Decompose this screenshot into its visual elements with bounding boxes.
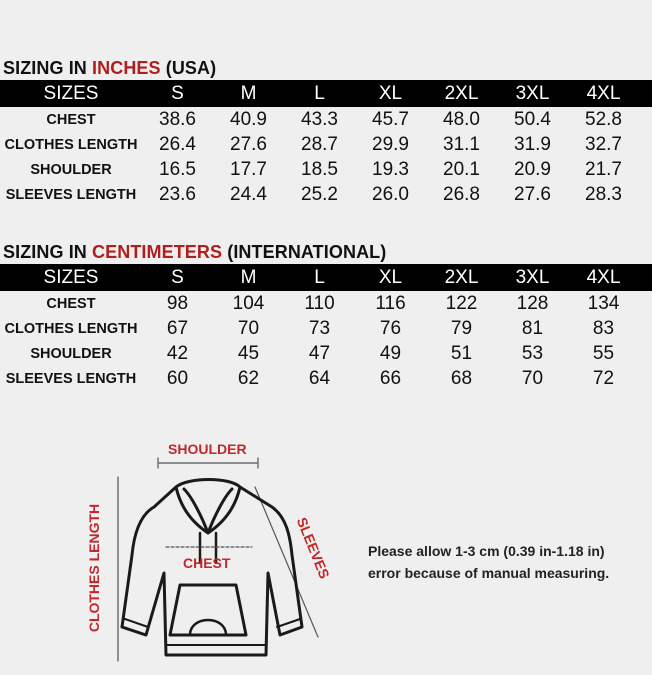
table-cell: 122: [445, 292, 478, 314]
pocket-opening: [190, 620, 226, 635]
row-label: SLEEVES LENGTH: [5, 370, 137, 387]
size-header: L: [314, 266, 325, 288]
hoodie-hood-inner: [184, 489, 232, 533]
table-row: [0, 316, 652, 341]
clothes-length-label: CLOTHES LENGTH: [86, 503, 103, 633]
size-header: 4XL: [586, 266, 621, 288]
table-cell: 20.1: [443, 158, 480, 180]
table-cell: 134: [587, 292, 620, 314]
table-cell: 40.9: [230, 108, 267, 130]
inches-title: SIZING IN INCHES (USA): [3, 58, 217, 78]
table-cell: 128: [516, 292, 549, 314]
size-header: 3XL: [515, 266, 550, 288]
table-row: [0, 341, 652, 366]
inches-table: [0, 58, 652, 207]
table-cell: 55: [592, 342, 615, 364]
table-cell: 98: [166, 292, 189, 314]
table-cell: 16.5: [159, 158, 196, 180]
hoodie-cuff: [125, 619, 148, 627]
row-label: SHOULDER: [30, 345, 112, 362]
table-row: [0, 107, 652, 132]
table-cell: 73: [308, 317, 331, 339]
size-header: 3XL: [515, 82, 550, 104]
table-cell: 48.0: [443, 108, 480, 130]
table-row: [0, 157, 652, 182]
sleeve-measure-line: [255, 487, 318, 637]
table-cell: 50.4: [514, 108, 551, 130]
table-cell: 25.2: [301, 183, 338, 205]
row-label: CLOTHES LENGTH: [4, 136, 138, 153]
size-header: S: [171, 82, 184, 104]
note-line-1: Please allow 1-3 cm (0.39 in-1.18 in): [368, 543, 605, 559]
table-cell: 70: [237, 317, 260, 339]
table-cell: 45: [237, 342, 260, 364]
table-cell: 26.8: [443, 183, 480, 205]
table-cell: 81: [521, 317, 544, 339]
table-row: [0, 291, 652, 316]
size-header: XL: [378, 266, 403, 288]
centimeters-header-row: [0, 264, 652, 291]
table-cell: 64: [308, 367, 331, 389]
table-cell: 53: [521, 342, 544, 364]
table-cell: 67: [166, 317, 189, 339]
table-row: [0, 132, 652, 157]
note-line-2: error because of manual measuring.: [368, 565, 610, 581]
table-cell: 17.7: [230, 158, 267, 180]
row-label: CHEST: [46, 295, 96, 312]
table-cell: 32.7: [585, 133, 622, 155]
shoulder-label: SHOULDER: [168, 441, 247, 457]
table-cell: 43.3: [301, 108, 338, 130]
chest-label: CHEST: [183, 555, 231, 571]
hoodie-hood: [176, 487, 240, 533]
table-cell: 79: [450, 317, 473, 339]
sizes-header: SIZES: [43, 266, 99, 288]
row-label: CHEST: [46, 111, 96, 128]
sleeves-label: SLEEVES: [293, 515, 333, 581]
table-cell: 19.3: [372, 158, 409, 180]
table-cell: 24.4: [230, 183, 267, 205]
size-header: 4XL: [586, 82, 621, 104]
table-cell: 27.6: [230, 133, 267, 155]
size-header: M: [240, 82, 257, 104]
table-cell: 110: [304, 292, 335, 314]
size-header: XL: [378, 82, 403, 104]
table-cell: 21.7: [585, 158, 622, 180]
table-cell: 83: [592, 317, 615, 339]
table-cell: 38.6: [159, 108, 196, 130]
table-cell: 104: [232, 292, 265, 314]
table-cell: 62: [237, 367, 260, 389]
size-header: L: [314, 82, 325, 104]
table-cell: 26.4: [159, 133, 196, 155]
table-cell: 60: [166, 367, 189, 389]
table-cell: 116: [375, 292, 406, 314]
table-cell: 31.1: [443, 133, 480, 155]
table-cell: 28.7: [301, 133, 338, 155]
table-cell: 70: [521, 367, 544, 389]
row-label: SHOULDER: [30, 161, 112, 178]
table-cell: 66: [379, 367, 402, 389]
table-row: [0, 182, 652, 207]
inches-header-row: [0, 80, 652, 107]
sizes-header: SIZES: [43, 82, 99, 104]
table-cell: 27.6: [514, 183, 551, 205]
table-cell: 29.9: [372, 133, 409, 155]
hoodie-pocket: [170, 585, 246, 635]
measurement-note: [368, 540, 648, 584]
table-cell: 49: [379, 342, 402, 364]
table-cell: 76: [379, 317, 402, 339]
table-cell: 26.0: [372, 183, 409, 205]
table-cell: 20.9: [514, 158, 551, 180]
table-cell: 52.8: [585, 108, 622, 130]
table-cell: 47: [308, 342, 331, 364]
table-cell: 23.6: [159, 183, 196, 205]
table-cell: 42: [166, 342, 189, 364]
table-cell: 18.5: [301, 158, 338, 180]
size-header: S: [171, 266, 184, 288]
table-cell: 72: [592, 367, 615, 389]
hoodie-cuff: [277, 619, 300, 627]
size-header: 2XL: [444, 266, 479, 288]
centimeters-title: SIZING IN CENTIMETERS (INTERNATIONAL): [3, 242, 387, 262]
table-cell: 51: [450, 342, 473, 364]
row-label: CLOTHES LENGTH: [4, 320, 138, 337]
centimeters-table: [0, 242, 652, 391]
table-cell: 68: [450, 367, 473, 389]
size-header: 2XL: [444, 82, 479, 104]
row-label: SLEEVES LENGTH: [5, 186, 137, 203]
table-cell: 28.3: [585, 183, 622, 205]
table-row: [0, 366, 652, 391]
table-cell: 31.9: [514, 133, 551, 155]
size-header: M: [240, 266, 257, 288]
table-cell: 45.7: [372, 108, 409, 130]
